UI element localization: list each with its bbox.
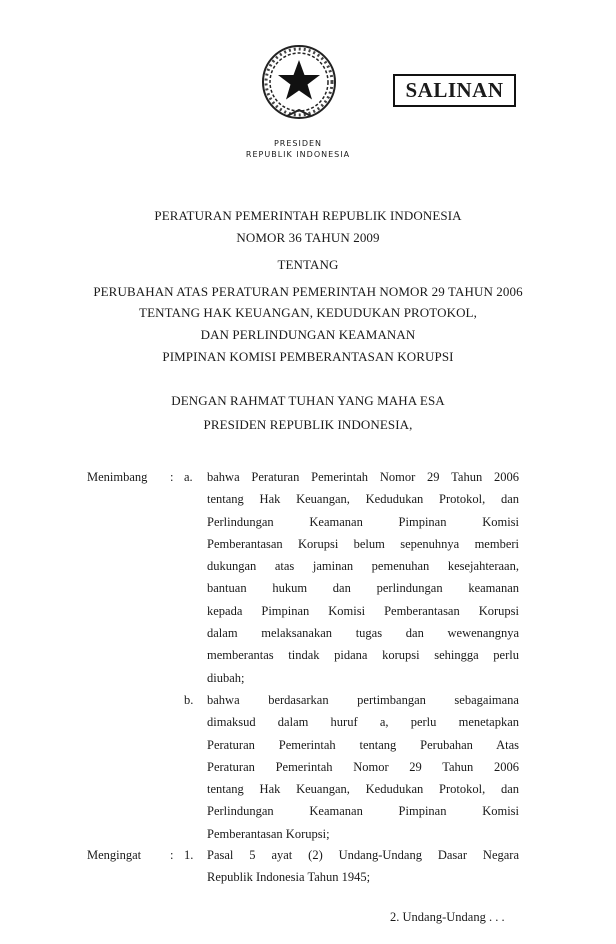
subject-line-2: TENTANG HAK KEUANGAN, KEDUDUKAN PROTOKOL, bbox=[139, 305, 477, 320]
preamble-line-2: PRESIDEN REPUBLIK INDONESIA, bbox=[203, 417, 413, 432]
text-line: Pemberantasan Korupsi; bbox=[207, 826, 330, 841]
text-line: bantuan hukum dan perlindungan keamanan bbox=[207, 581, 519, 596]
mengingat-label: Mengingat bbox=[87, 848, 142, 862]
mengingat-item-1 bbox=[207, 844, 519, 889]
subject-line-4: PIMPINAN KOMISI PEMBERANTASAN KORUPSI bbox=[162, 349, 454, 364]
subject-line-3: DAN PERLINDUNGAN KEAMANAN bbox=[200, 327, 416, 342]
mengingat-colon: : bbox=[170, 848, 174, 862]
text-line: Perlindungan Keamanan Pimpinan Komisi bbox=[207, 514, 519, 529]
menimbang-colon: : bbox=[170, 470, 174, 484]
preamble-line-1: DENGAN RAHMAT TUHAN YANG MAHA ESA bbox=[171, 393, 445, 408]
text-line: dalam melaksanakan tugas dan wewenangnya bbox=[207, 626, 519, 641]
menimbang-item-b bbox=[207, 689, 519, 845]
text-line: diubah; bbox=[207, 670, 245, 685]
menimbang-item-a bbox=[207, 466, 519, 689]
text-line: Perlindungan Keamanan Pimpinan Komisi bbox=[207, 804, 519, 819]
regulation-title: PERATURAN PEMERINTAH REPUBLIK INDONESIA bbox=[154, 208, 462, 223]
tentang-heading: TENTANG bbox=[277, 257, 339, 272]
text-line: dukungan atas jaminan pemenuhan kesejahteraan, bbox=[207, 559, 519, 574]
text-line: Republik Indonesia Tahun 1945; bbox=[207, 870, 371, 885]
regulation-number: NOMOR 36 TAHUN 2009 bbox=[236, 230, 380, 245]
item-marker-a: a. bbox=[184, 470, 193, 484]
text-line: Peraturan Pemerintah Nomor 29 Tahun 2006 bbox=[207, 759, 519, 774]
text-line: Pemberantasan Korupsi belum sepenuhnya memberi bbox=[207, 536, 519, 551]
text-line: memberantas tindak pidana korupsi sehingga perlu bbox=[207, 648, 519, 663]
subject-line-1: PERUBAHAN ATAS PERATURAN PEMERINTAH NOMOR 29 TAHUN 2006 bbox=[93, 284, 523, 299]
item-marker-b: b. bbox=[184, 693, 194, 707]
text-line: tentang Hak Keuangan, Kedudukan Protokol, dan bbox=[207, 492, 519, 507]
copy-stamp: SALINAN bbox=[393, 74, 516, 107]
page-continuation: 2. Undang-Undang . . . bbox=[390, 910, 505, 924]
item-marker-1: 1. bbox=[184, 848, 194, 862]
menimbang-label: Menimbang bbox=[87, 470, 148, 484]
emblem-caption-line1: PRESIDEN bbox=[273, 139, 323, 148]
text-line: Peraturan Pemerintah tentang Perubahan Atas bbox=[207, 737, 519, 752]
text-line: bahwa berdasarkan pertimbangan sebagaimana bbox=[207, 693, 519, 707]
text-line: dimaksud dalam huruf a, perlu menetapkan bbox=[207, 715, 519, 730]
text-line: bahwa Peraturan Pemerintah Nomor 29 Tahun 2006 bbox=[207, 470, 519, 484]
state-emblem-icon bbox=[259, 42, 339, 122]
text-line: kepada Pimpinan Komisi Pemberantasan Korupsi bbox=[207, 603, 519, 618]
text-line: tentang Hak Keuangan, Kedudukan Protokol, dan bbox=[207, 782, 519, 797]
text-line: Pasal 5 ayat (2) Undang-Undang Dasar Negara bbox=[207, 848, 519, 862]
emblem-caption-line2: REPUBLIK INDONESIA bbox=[245, 150, 351, 159]
